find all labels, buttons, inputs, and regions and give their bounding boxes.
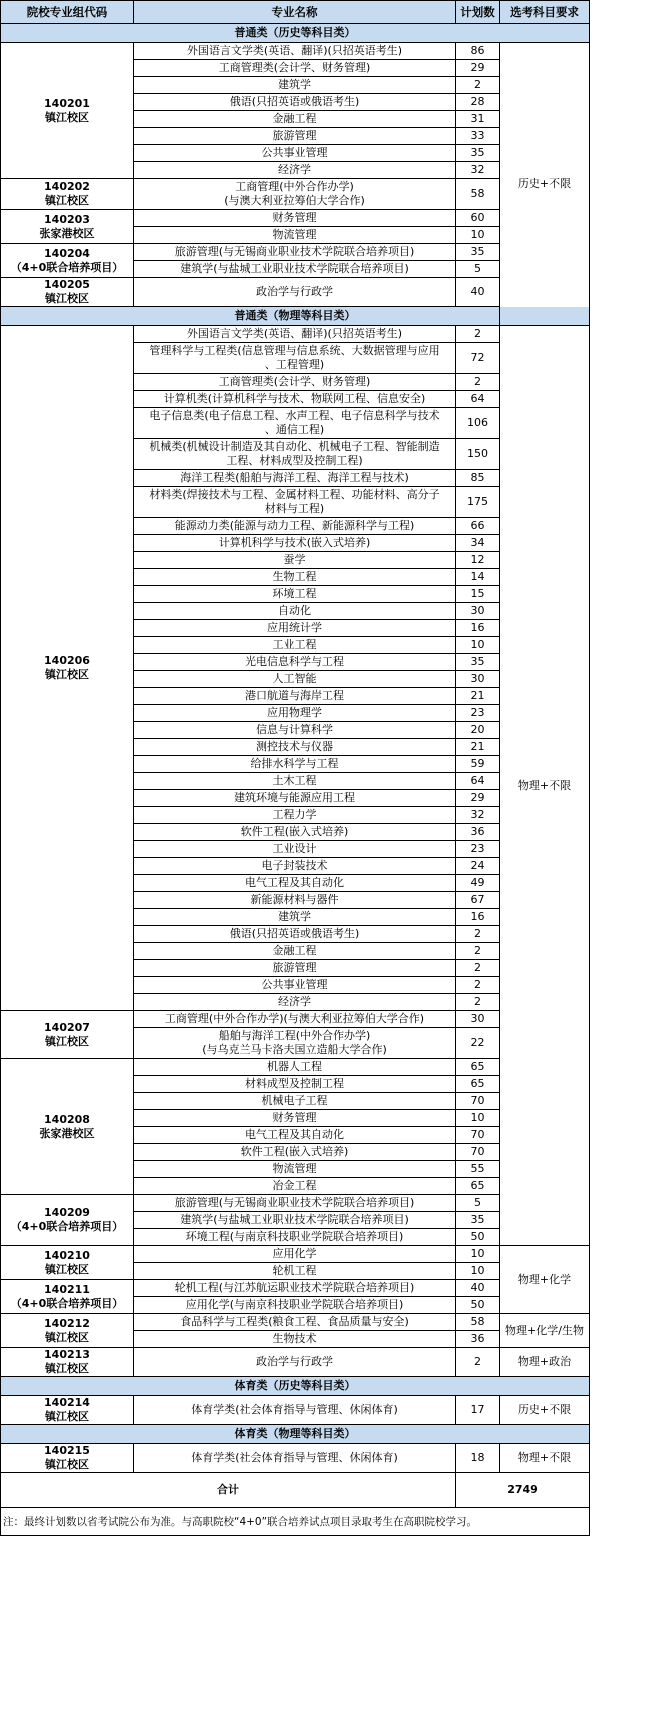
plan-count: 10 — [456, 1246, 500, 1263]
major-name: 环境工程(与南京科技职业学院联合培养项目) — [134, 1229, 456, 1246]
major-name: 机械电子工程 — [134, 1093, 456, 1110]
plan-count: 55 — [456, 1161, 500, 1178]
plan-count: 70 — [456, 1144, 500, 1161]
plan-count: 2 — [456, 994, 500, 1011]
major-name: 建筑环境与能源应用工程 — [134, 790, 456, 807]
plan-count: 35 — [456, 1212, 500, 1229]
group-code: 140215 — [44, 1444, 90, 1457]
major-name: 应用统计学 — [134, 620, 456, 637]
plan-count: 30 — [456, 1011, 500, 1028]
major-name: 光电信息科学与工程 — [134, 654, 456, 671]
section-title: 体育类（物理等科目类） — [1, 1425, 590, 1444]
plan-count: 175 — [456, 487, 500, 518]
major-name: 给排水科学与工程 — [134, 756, 456, 773]
group-code-cell — [1, 1195, 134, 1246]
group-campus: 镇江校区 — [45, 292, 89, 305]
group-campus: （4+0联合培养项目） — [10, 1296, 124, 1310]
major-name: 物流管理 — [134, 227, 456, 244]
plan-count: 64 — [456, 391, 500, 408]
subject-requirement: 物理+政治 — [500, 1348, 590, 1377]
group-code-cell — [1, 1280, 134, 1314]
header-group-code: 院校专业组代码 — [1, 1, 134, 24]
plan-count: 64 — [456, 773, 500, 790]
group-code: 140211 — [44, 1282, 90, 1296]
plan-count: 18 — [456, 1444, 500, 1473]
major-name: 经济学 — [134, 994, 456, 1011]
group-code-cell — [1, 1011, 134, 1059]
major-name: 建筑学 — [134, 909, 456, 926]
plan-count: 58 — [456, 179, 500, 210]
plan-count: 2 — [456, 960, 500, 977]
plan-count: 31 — [456, 111, 500, 128]
major-name: 轮机工程 — [134, 1263, 456, 1280]
major-name: 机器人工程 — [134, 1059, 456, 1076]
major-name: 工商管理类(会计学、财务管理) — [134, 374, 456, 391]
major-name: 工商管理(中外合作办学) (与澳大利亚拉筹伯大学合作) — [134, 179, 456, 210]
plan-count: 10 — [456, 1110, 500, 1127]
plan-count: 21 — [456, 739, 500, 756]
note-row — [1, 1508, 590, 1536]
plan-count: 17 — [456, 1396, 500, 1425]
plan-count: 14 — [456, 569, 500, 586]
group-code: 140202 — [44, 180, 90, 193]
group-code-cell — [1, 1444, 134, 1473]
group-code-cell — [1, 179, 134, 210]
section-row — [1, 24, 590, 43]
group-code-cell — [1, 210, 134, 244]
plan-count: 2 — [456, 943, 500, 960]
major-name: 工商管理(中外合作办学)(与澳大利亚拉筹伯大学合作) — [134, 1011, 456, 1028]
plan-count: 35 — [456, 244, 500, 261]
group-code-cell — [1, 1314, 134, 1348]
major-name: 外国语言文学类(英语、翻译)(只招英语考生) — [134, 43, 456, 60]
major-name: 旅游管理 — [134, 960, 456, 977]
major-name: 财务管理 — [134, 210, 456, 227]
plan-count: 32 — [456, 807, 500, 824]
plan-count: 67 — [456, 892, 500, 909]
major-name: 电子信息类(电子信息工程、水声工程、电子信息科学与技术 、通信工程) — [134, 408, 456, 439]
plan-count: 34 — [456, 535, 500, 552]
plan-count: 30 — [456, 603, 500, 620]
plan-count: 40 — [456, 1280, 500, 1297]
header-major-name: 专业名称 — [134, 1, 456, 24]
major-name: 工程力学 — [134, 807, 456, 824]
plan-count: 50 — [456, 1229, 500, 1246]
plan-count: 23 — [456, 705, 500, 722]
section-row — [1, 307, 590, 326]
plan-count: 36 — [456, 824, 500, 841]
group-code: 140201 — [44, 96, 90, 110]
major-name: 材料类(焊接技术与工程、金属材料工程、功能材料、高分子 材料与工程) — [134, 487, 456, 518]
major-name: 生物技术 — [134, 1331, 456, 1348]
group-campus: 镇江校区 — [45, 1262, 89, 1276]
plan-count: 16 — [456, 909, 500, 926]
group-code: 140207 — [44, 1020, 90, 1034]
major-name: 建筑学(与盐城工业职业技术学院联合培养项目) — [134, 261, 456, 278]
major-name: 工业设计 — [134, 841, 456, 858]
group-code: 140205 — [44, 278, 90, 291]
major-name: 金融工程 — [134, 943, 456, 960]
major-name: 旅游管理 — [134, 128, 456, 145]
plan-count: 2 — [456, 374, 500, 391]
table-row — [1, 1444, 590, 1473]
group-code-cell — [1, 244, 134, 278]
major-name: 政治学与行政学 — [134, 278, 456, 307]
group-code-cell — [1, 1348, 134, 1377]
major-name: 应用化学 — [134, 1246, 456, 1263]
subject-requirement: 物理+化学 — [500, 1246, 590, 1314]
plan-count: 30 — [456, 671, 500, 688]
major-name: 管理科学与工程类(信息管理与信息系统、大数据管理与应用 、工程管理) — [134, 343, 456, 374]
section-row — [1, 1377, 590, 1396]
major-name: 环境工程 — [134, 586, 456, 603]
major-name: 计算机科学与技术(嵌入式培养) — [134, 535, 456, 552]
table-row — [1, 1246, 590, 1263]
total-value: 2749 — [456, 1473, 590, 1508]
header-plan-count: 计划数 — [456, 1, 500, 24]
major-name: 体育学类(社会体育指导与管理、休闲体育) — [134, 1396, 456, 1425]
plan-count: 2 — [456, 1348, 500, 1377]
major-name: 物流管理 — [134, 1161, 456, 1178]
major-name: 能源动力类(能源与动力工程、新能源科学与工程) — [134, 518, 456, 535]
footnote: 注：最终计划数以省考试院公布为准。与高职院校“4+0”联合培养试点项目录取考生在高职院校学习。 — [1, 1508, 590, 1536]
plan-count: 106 — [456, 408, 500, 439]
major-name: 工业工程 — [134, 637, 456, 654]
plan-count: 10 — [456, 227, 500, 244]
plan-count: 24 — [456, 858, 500, 875]
group-campus: 镇江校区 — [45, 1330, 89, 1344]
section-title: 普通类（历史等科目类） — [1, 24, 590, 43]
plan-count: 29 — [456, 790, 500, 807]
major-name: 电气工程及其自动化 — [134, 875, 456, 892]
table-header-row — [1, 1, 590, 24]
major-name: 土木工程 — [134, 773, 456, 790]
table-row — [1, 1314, 590, 1331]
plan-count: 20 — [456, 722, 500, 739]
major-name: 港口航道与海岸工程 — [134, 688, 456, 705]
major-name: 材料成型及控制工程 — [134, 1076, 456, 1093]
plan-count: 65 — [456, 1178, 500, 1195]
subject-requirement: 历史+不限 — [500, 43, 590, 326]
major-name: 电气工程及其自动化 — [134, 1127, 456, 1144]
major-name: 金融工程 — [134, 111, 456, 128]
plan-count: 72 — [456, 343, 500, 374]
plan-count: 29 — [456, 60, 500, 77]
plan-count: 5 — [456, 261, 500, 278]
plan-count: 59 — [456, 756, 500, 773]
plan-count: 10 — [456, 637, 500, 654]
plan-count: 49 — [456, 875, 500, 892]
major-name: 测控技术与仪器 — [134, 739, 456, 756]
table-row — [1, 1396, 590, 1425]
plan-count: 2 — [456, 977, 500, 994]
table-row — [1, 43, 590, 60]
group-code-cell — [1, 1396, 134, 1425]
major-name: 建筑学(与盐城工业职业技术学院联合培养项目) — [134, 1212, 456, 1229]
subject-requirement: 物理+化学/生物 — [500, 1314, 590, 1348]
major-name: 新能源材料与器件 — [134, 892, 456, 909]
plan-count: 22 — [456, 1028, 500, 1059]
group-code-cell — [1, 1246, 134, 1280]
group-code-cell — [1, 326, 134, 1011]
group-code-cell — [1, 278, 134, 307]
group-code: 140206 — [44, 654, 90, 667]
subject-requirement: 物理+不限 — [500, 326, 590, 1246]
major-name: 政治学与行政学 — [134, 1348, 456, 1377]
group-campus: 镇江校区 — [45, 1034, 89, 1048]
plan-count: 60 — [456, 210, 500, 227]
plan-count: 35 — [456, 654, 500, 671]
plan-count: 16 — [456, 620, 500, 637]
group-campus: 镇江校区 — [45, 1458, 89, 1471]
plan-count: 32 — [456, 162, 500, 179]
major-name: 旅游管理(与无锡商业职业技术学院联合培养项目) — [134, 1195, 456, 1212]
group-code: 140214 — [44, 1396, 90, 1409]
plan-count: 12 — [456, 552, 500, 569]
plan-count: 85 — [456, 470, 500, 487]
major-name: 蚕学 — [134, 552, 456, 569]
major-name: 公共事业管理 — [134, 145, 456, 162]
header-subject-requirement: 选考科目要求 — [500, 1, 590, 24]
major-name: 食品科学与工程类(粮食工程、食品质量与安全) — [134, 1314, 456, 1331]
table-row — [1, 326, 590, 343]
plan-count: 5 — [456, 1195, 500, 1212]
plan-count: 86 — [456, 43, 500, 60]
plan-count: 23 — [456, 841, 500, 858]
major-name: 人工智能 — [134, 671, 456, 688]
major-name: 机械类(机械设计制造及其自动化、机械电子工程、智能制造 工程、材料成型及控制工程) — [134, 439, 456, 470]
group-code: 140203 — [44, 212, 90, 226]
plan-count: 35 — [456, 145, 500, 162]
major-name: 软件工程(嵌入式培养) — [134, 824, 456, 841]
major-name: 应用物理学 — [134, 705, 456, 722]
group-campus: 镇江校区 — [45, 110, 89, 124]
major-name: 体育学类(社会体育指导与管理、休闲体育) — [134, 1444, 456, 1473]
major-name: 工商管理类(会计学、财务管理) — [134, 60, 456, 77]
major-name: 俄语(只招英语或俄语考生) — [134, 94, 456, 111]
major-name: 建筑学 — [134, 77, 456, 94]
major-name: 软件工程(嵌入式培养) — [134, 1144, 456, 1161]
total-row — [1, 1473, 590, 1508]
major-name: 外国语言文学类(英语、翻译)(只招英语考生) — [134, 326, 456, 343]
section-row — [1, 1425, 590, 1444]
major-name: 自动化 — [134, 603, 456, 620]
major-name: 冶金工程 — [134, 1178, 456, 1195]
plan-count: 65 — [456, 1059, 500, 1076]
plan-count: 150 — [456, 439, 500, 470]
major-name: 公共事业管理 — [134, 977, 456, 994]
subject-requirement: 历史+不限 — [500, 1396, 590, 1425]
group-code: 140212 — [44, 1316, 90, 1330]
total-label: 合计 — [1, 1473, 456, 1508]
group-campus: 张家港校区 — [39, 226, 95, 240]
plan-count: 15 — [456, 586, 500, 603]
major-name: 轮机工程(与江苏航运职业技术学院联合培养项目) — [134, 1280, 456, 1297]
plan-count: 21 — [456, 688, 500, 705]
plan-count: 36 — [456, 1331, 500, 1348]
plan-count: 2 — [456, 77, 500, 94]
plan-count: 40 — [456, 278, 500, 307]
major-name: 海洋工程类(船舶与海洋工程、海洋工程与技术) — [134, 470, 456, 487]
plan-count: 65 — [456, 1076, 500, 1093]
group-code-cell — [1, 43, 134, 179]
group-code: 140208 — [44, 1112, 90, 1126]
group-campus: 镇江校区 — [45, 1362, 89, 1375]
major-name: 旅游管理(与无锡商业职业技术学院联合培养项目) — [134, 244, 456, 261]
group-campus: 镇江校区 — [45, 1410, 89, 1423]
plan-count: 70 — [456, 1127, 500, 1144]
plan-count: 70 — [456, 1093, 500, 1110]
subject-requirement: 物理+不限 — [500, 1444, 590, 1473]
table-body — [1, 24, 590, 1536]
plan-count: 2 — [456, 926, 500, 943]
section-title: 体育类（历史等科目类） — [1, 1377, 590, 1396]
major-name: 经济学 — [134, 162, 456, 179]
plan-count: 10 — [456, 1263, 500, 1280]
major-name: 生物工程 — [134, 569, 456, 586]
major-name: 财务管理 — [134, 1110, 456, 1127]
group-code: 140210 — [44, 1248, 90, 1262]
group-campus: 镇江校区 — [45, 194, 89, 207]
group-campus: （4+0联合培养项目） — [10, 260, 124, 274]
group-code: 140213 — [44, 1348, 90, 1361]
group-campus: （4+0联合培养项目） — [10, 1220, 124, 1233]
table-row — [1, 1348, 590, 1377]
section-title: 普通类（物理等科目类） — [1, 307, 590, 326]
group-campus: 张家港校区 — [39, 1126, 95, 1140]
major-name: 电子封装技术 — [134, 858, 456, 875]
plan-count: 2 — [456, 326, 500, 343]
plan-count: 33 — [456, 128, 500, 145]
plan-count: 66 — [456, 518, 500, 535]
plan-count: 28 — [456, 94, 500, 111]
group-code-cell — [1, 1059, 134, 1195]
plan-count: 50 — [456, 1297, 500, 1314]
group-code: 140204 — [44, 246, 90, 260]
major-name: 信息与计算科学 — [134, 722, 456, 739]
group-code: 140209 — [44, 1206, 90, 1219]
major-name: 应用化学(与南京科技职业学院联合培养项目) — [134, 1297, 456, 1314]
major-name: 俄语(只招英语或俄语考生) — [134, 926, 456, 943]
plan-count: 58 — [456, 1314, 500, 1331]
major-name: 计算机类(计算机科学与技术、物联网工程、信息安全) — [134, 391, 456, 408]
group-campus: 镇江校区 — [45, 668, 89, 681]
major-name: 船舶与海洋工程(中外合作办学) (与乌克兰马卡洛夫国立造船大学合作) — [134, 1028, 456, 1059]
